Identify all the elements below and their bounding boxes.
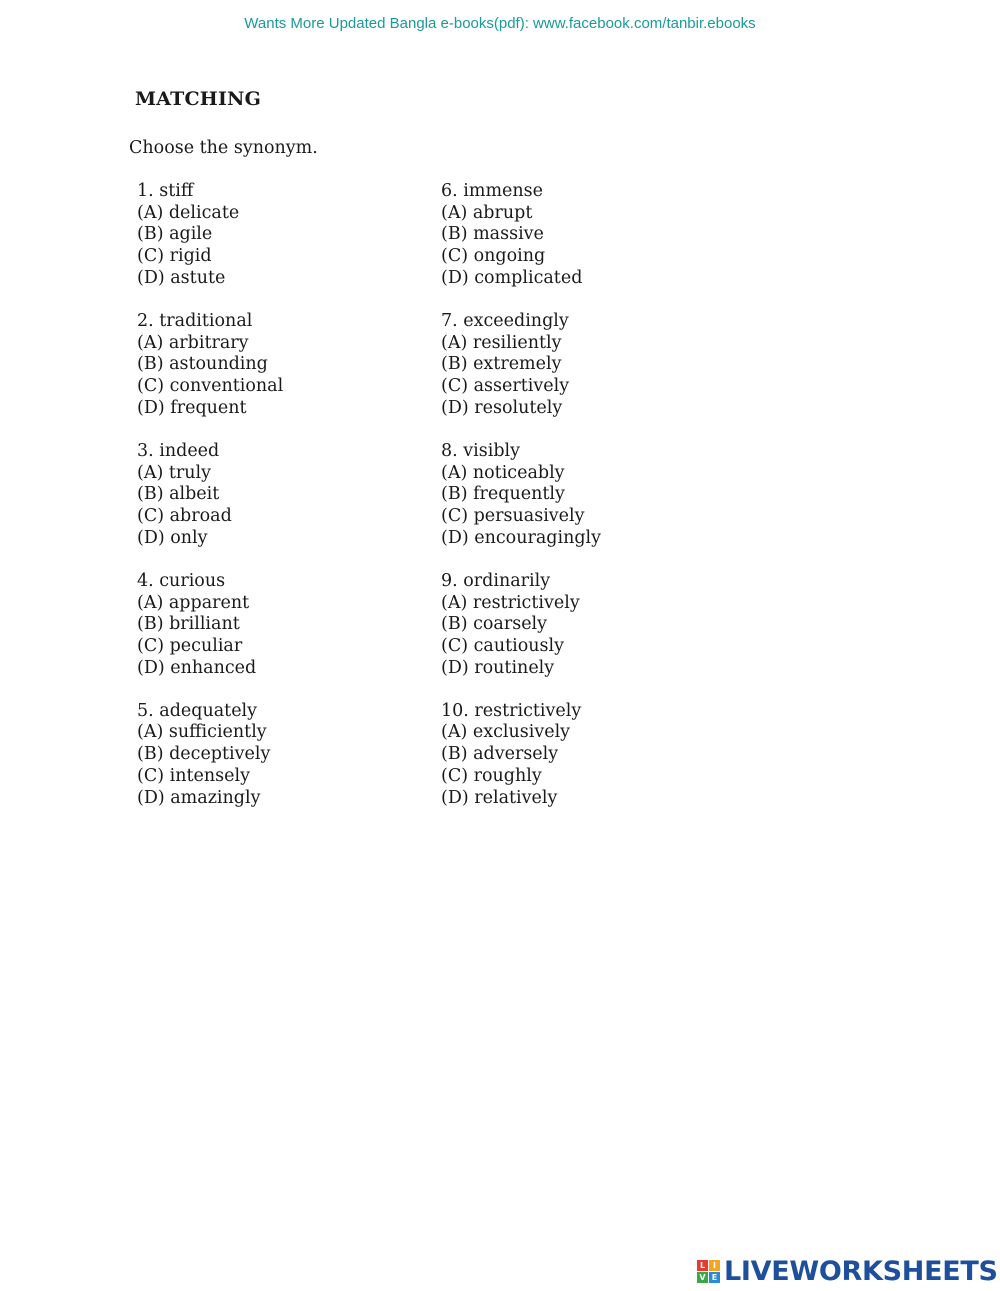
option-a[interactable]: (A) sufficiently <box>137 722 267 743</box>
question-word: 4. curious <box>137 570 226 591</box>
logo-block: L <box>697 1260 708 1271</box>
option-c[interactable]: (C) persuasively <box>441 505 585 526</box>
top-banner: Wants More Updated Bangla e-books(pdf): www.facebook.com/tanbir.ebooks <box>244 15 756 32</box>
logo-block: I <box>709 1260 720 1271</box>
right-question-column <box>441 181 601 831</box>
question-word: 3. indeed <box>137 440 220 461</box>
question-word: 8. visibly <box>441 440 521 461</box>
option-a[interactable]: (A) abrupt <box>441 202 533 223</box>
option-c[interactable]: (C) ongoing <box>441 246 546 267</box>
option-b[interactable]: (B) agile <box>137 224 213 245</box>
logo-blocks-icon <box>697 1260 720 1283</box>
option-b[interactable]: (B) frequently <box>441 484 565 505</box>
logo-block: V <box>697 1272 708 1283</box>
option-b[interactable]: (B) brilliant <box>137 614 240 635</box>
option-a[interactable]: (A) restrictively <box>441 592 580 613</box>
option-d[interactable]: (D) amazingly <box>137 787 261 808</box>
option-b[interactable]: (B) massive <box>441 224 544 245</box>
option-b[interactable]: (B) extremely <box>441 354 562 375</box>
option-d[interactable]: (D) enhanced <box>137 657 257 678</box>
question-6 <box>441 181 601 289</box>
logo-text: LIVEWORKSHEETS <box>724 1255 998 1287</box>
question-5 <box>137 701 283 809</box>
question-word: 6. immense <box>441 181 544 201</box>
question-word: 7. exceedingly <box>441 310 569 331</box>
option-c[interactable]: (C) conventional <box>137 376 284 396</box>
question-word: 10. restrictively <box>441 700 582 721</box>
option-a[interactable]: (A) exclusively <box>441 722 571 743</box>
option-a[interactable]: (A) delicate <box>137 202 240 223</box>
question-4 <box>137 571 283 679</box>
option-c[interactable]: (C) abroad <box>137 505 232 526</box>
option-b[interactable]: (B) deceptively <box>137 744 271 765</box>
option-c[interactable]: (C) assertively <box>441 376 570 396</box>
question-8 <box>441 441 601 549</box>
option-a[interactable]: (A) noticeably <box>441 462 565 483</box>
option-a[interactable]: (A) arbitrary <box>137 332 249 353</box>
question-7 <box>441 311 601 419</box>
option-c[interactable]: (C) intensely <box>137 765 250 786</box>
question-10 <box>441 701 601 809</box>
option-d[interactable]: (D) complicated <box>441 267 583 288</box>
option-c[interactable]: (C) roughly <box>441 765 542 786</box>
left-question-column <box>137 181 283 831</box>
option-d[interactable]: (D) relatively <box>441 787 558 808</box>
option-d[interactable]: (D) encouragingly <box>441 527 602 548</box>
instruction-text: Choose the synonym. <box>129 138 318 158</box>
option-b[interactable]: (B) albeit <box>137 484 220 505</box>
option-b[interactable]: (B) astounding <box>137 354 268 375</box>
question-1 <box>137 181 283 289</box>
option-a[interactable]: (A) resiliently <box>441 332 562 353</box>
option-b[interactable]: (B) adversely <box>441 744 559 765</box>
option-a[interactable]: (A) truly <box>137 462 212 483</box>
option-d[interactable]: (D) resolutely <box>441 397 563 418</box>
option-c[interactable]: (C) rigid <box>137 246 212 267</box>
option-d[interactable]: (D) frequent <box>137 397 247 418</box>
page-heading: MATCHING <box>135 88 262 110</box>
option-c[interactable]: (C) peculiar <box>137 635 243 656</box>
option-c[interactable]: (C) cautiously <box>441 635 565 656</box>
logo-block: E <box>709 1272 720 1283</box>
option-d[interactable]: (D) only <box>137 527 208 548</box>
question-word: 9. ordinarily <box>441 570 551 591</box>
question-3 <box>137 441 283 549</box>
question-word: 2. traditional <box>137 310 253 331</box>
question-word: 5. adequately <box>137 700 258 721</box>
option-d[interactable]: (D) routinely <box>441 657 555 678</box>
option-d[interactable]: (D) astute <box>137 267 226 288</box>
question-2 <box>137 311 283 419</box>
option-b[interactable]: (B) coarsely <box>441 614 548 635</box>
question-9 <box>441 571 601 679</box>
question-word: 1. stiff <box>137 181 194 201</box>
liveworksheets-logo <box>697 1256 998 1286</box>
option-a[interactable]: (A) apparent <box>137 592 250 613</box>
